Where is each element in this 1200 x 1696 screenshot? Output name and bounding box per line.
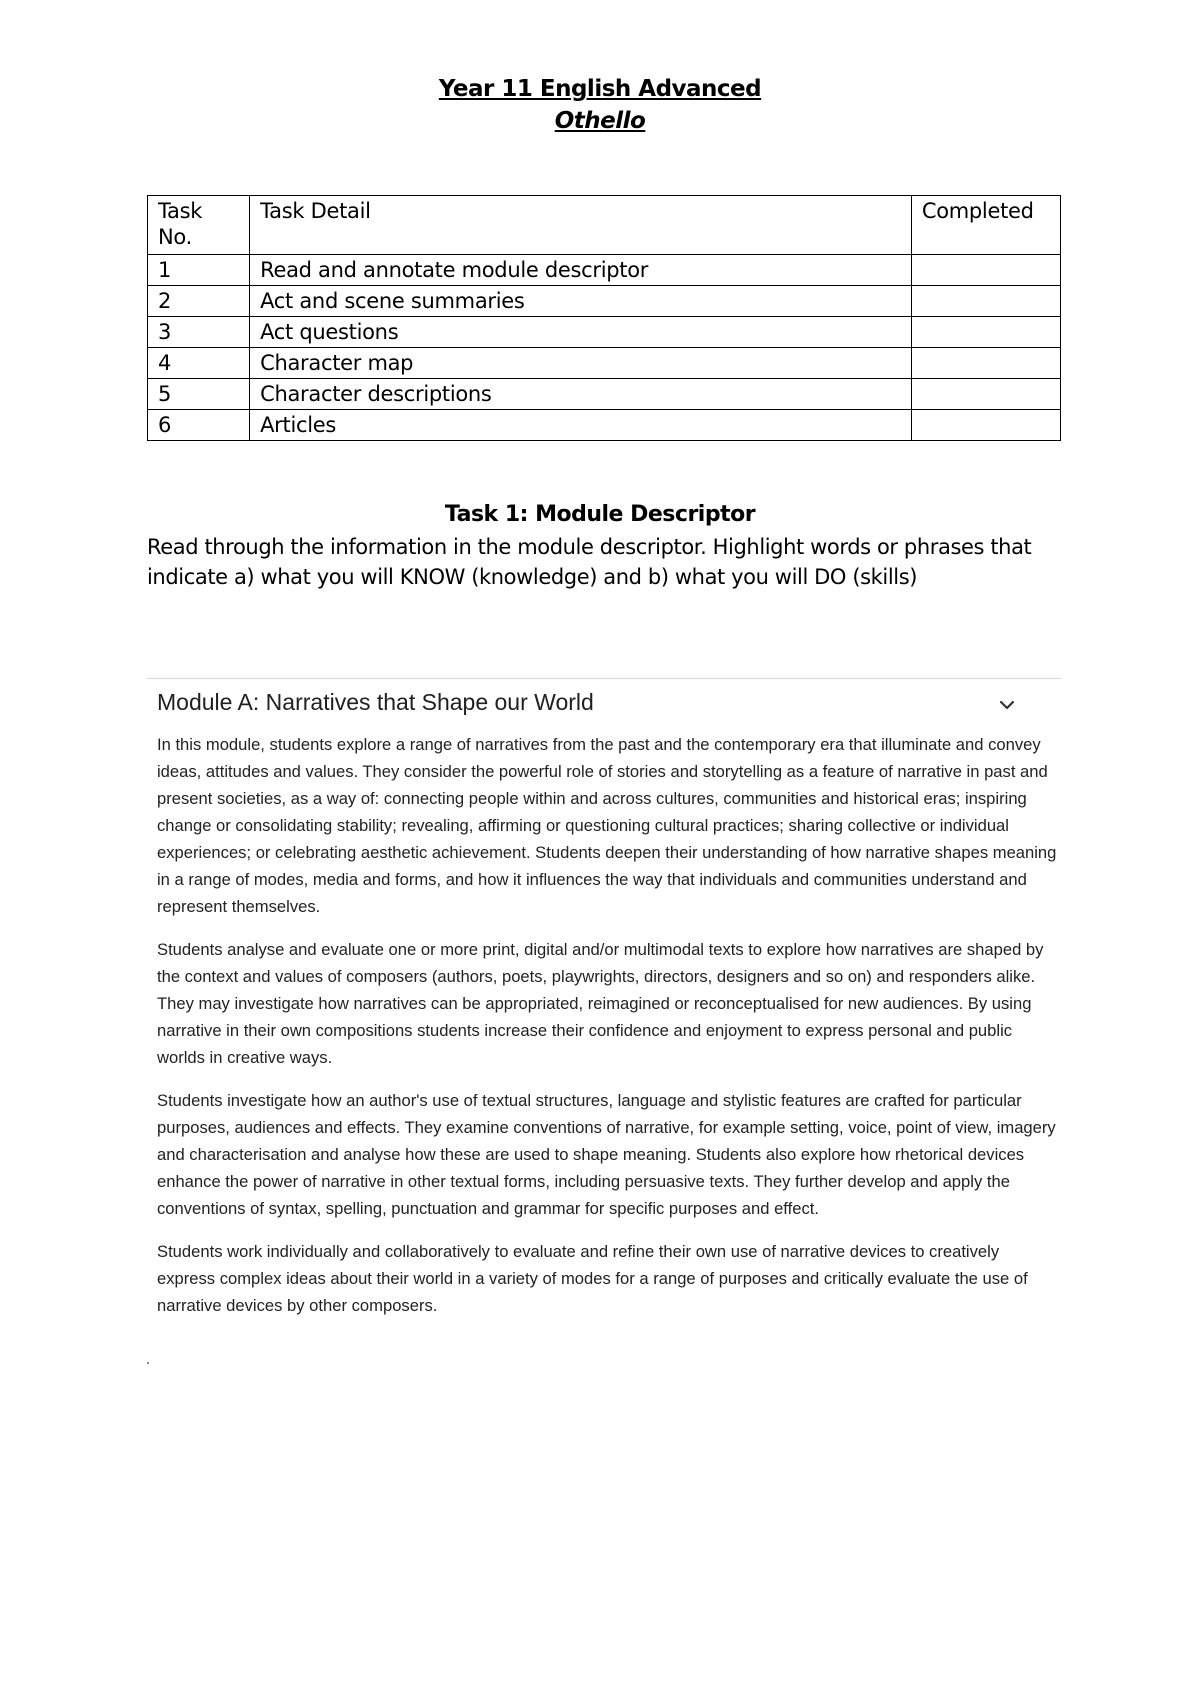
task-completed-cell[interactable] <box>911 286 1060 317</box>
task-completed-cell[interactable] <box>911 410 1060 441</box>
document-title: Year 11 English Advanced <box>438 76 762 102</box>
module-descriptor <box>147 678 1061 1335</box>
module-body <box>147 731 1057 1319</box>
task-completed-cell[interactable] <box>911 255 1060 286</box>
task-number: 2 <box>148 286 250 317</box>
task-detail: Articles <box>250 410 912 441</box>
module-accordion-header[interactable] <box>147 679 1061 731</box>
task-detail: Act questions <box>250 317 912 348</box>
document-subtitle: Othello <box>554 108 646 134</box>
chevron-down-icon[interactable] <box>997 695 1017 715</box>
task-number: 5 <box>148 379 250 410</box>
task-number: 6 <box>148 410 250 441</box>
header-task-detail: Task Detail <box>250 196 912 255</box>
task-detail: Act and scene summaries <box>250 286 912 317</box>
task-table <box>147 195 1061 441</box>
task-detail: Character descriptions <box>250 379 912 410</box>
task-completed-cell[interactable] <box>911 317 1060 348</box>
table-row <box>148 348 1061 379</box>
module-title: Module A: Narratives that Shape our World <box>157 689 594 715</box>
task-number: 4 <box>148 348 250 379</box>
task-completed-cell[interactable] <box>911 348 1060 379</box>
table-row <box>148 379 1061 410</box>
task-1-instructions: Read through the information in the module descriptor. Highlight words or phrases that indicate a) what you will KNOW (knowledge) and b) what you will DO (skills) <box>147 535 1032 589</box>
header-completed: Completed <box>911 196 1060 255</box>
task-completed-cell[interactable] <box>911 379 1060 410</box>
table-row <box>148 410 1061 441</box>
task-table-header-row <box>148 196 1061 255</box>
table-row <box>148 317 1061 348</box>
module-paragraph: Students analyse and evaluate one or more print, digital and/or multimodal texts to explore how narratives are shaped by the context and values of composers (authors, poets, playwrights, directors, designers and so on) and responders alike. They may investigate how narratives can be appropriated, reimagined or reconceptualised for new audiences. By using narrative in their own compositions students increase their confidence and enjoyment to express personal and public worlds in creative ways. <box>157 940 1044 1067</box>
task-number: 3 <box>148 317 250 348</box>
task-1-heading: Task 1: Module Descriptor <box>444 502 756 527</box>
table-row <box>148 286 1061 317</box>
module-paragraph: Students investigate how an author's use of textual structures, language and stylistic features are crafted for particular purposes, audiences and effects. They examine conventions of narrative, for example setting, voice, point of view, imagery and characterisation and analyse how these are used to shape meaning. Students also explore how rhetorical devices enhance the power of narrative in other textual forms, including persuasive texts. They further develop and apply the conventions of syntax, spelling, punctuation and grammar for specific purposes and effect. <box>157 1091 1056 1218</box>
table-row <box>148 255 1061 286</box>
module-paragraph: Students work individually and collaboratively to evaluate and refine their own use of narrative devices to creatively express complex ideas about their world in a variety of modes for a range of purposes and critically evaluate the use of narrative devices by other composers. <box>157 1242 1028 1315</box>
module-paragraph: In this module, students explore a range of narratives from the past and the contemporary era that illuminate and convey ideas, attitudes and values. They consider the powerful role of stories and storytelling as a feature of narrative in past and present societies, as a way of: connecting people within and across cultures, communities and historical eras; inspiring change or consolidating stability; revealing, affirming or questioning cultural practices; sharing collective or individual experiences; or celebrating aesthetic achievement. Students deepen their understanding of how narrative shapes meaning in a range of modes, media and forms, and how it influences the way that individuals and communities understand and represent themselves. <box>157 735 1057 916</box>
stray-mark <box>147 1362 149 1364</box>
task-detail: Read and annotate module descriptor <box>250 255 912 286</box>
task-detail: Character map <box>250 348 912 379</box>
header-task-no: Task No. <box>148 196 250 255</box>
task-number: 1 <box>148 255 250 286</box>
